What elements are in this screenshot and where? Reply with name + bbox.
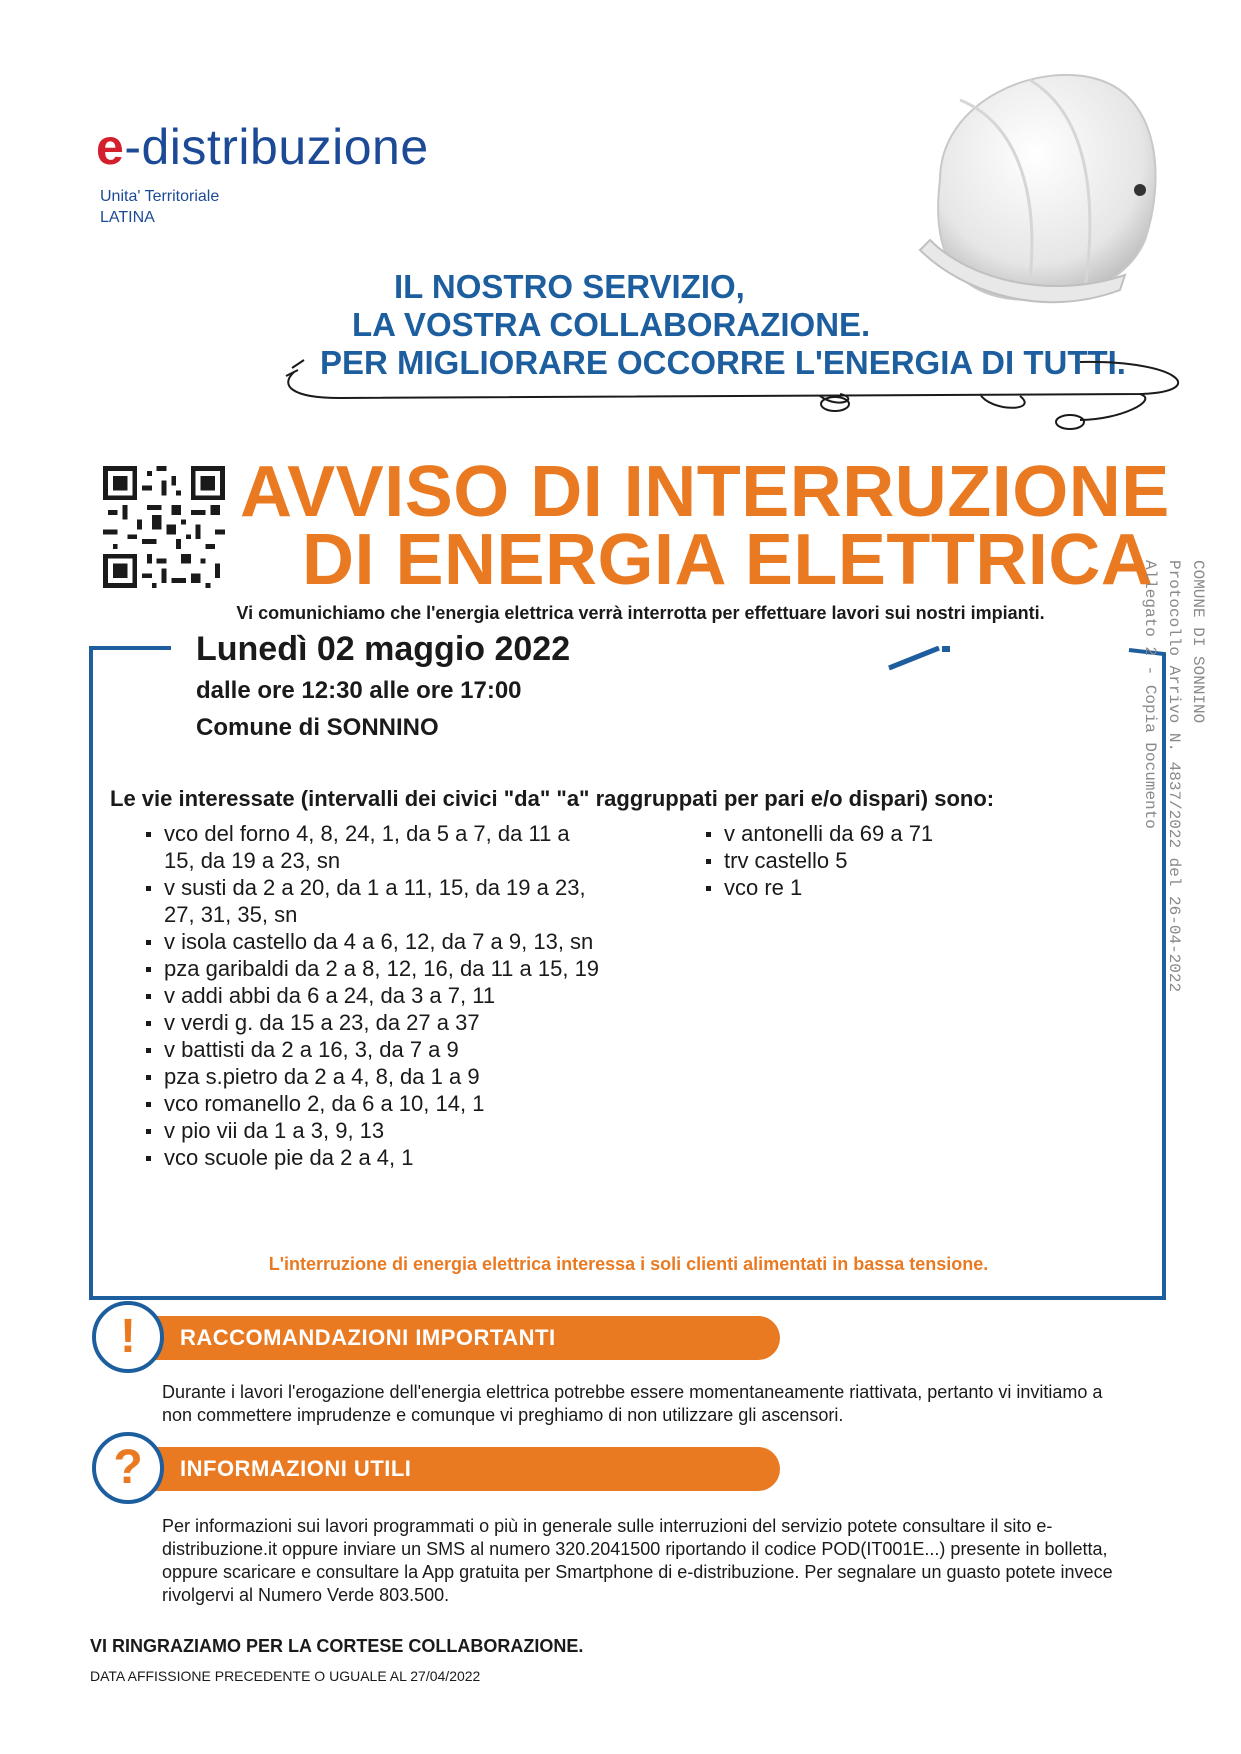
recommendations-heading: RACCOMANDAZIONI IMPORTANTI [132, 1316, 780, 1360]
unit-line-2: LATINA [100, 209, 155, 226]
thanks-text: VI RINGRAZIAMO PER LA CORTESE COLLABORAZIONE. [90, 1636, 584, 1656]
logo-e: e [96, 119, 125, 175]
slogan-line-3: PER MIGLIORARE OCCORRE L'ENERGIA DI TUTTI. [320, 344, 1126, 381]
info-text: Per informazioni sui lavori programmati o più in generale sulle interruzioni del servizio potete consultare il sito e-distribuzione.it oppure inviare un SMS al numero 320.2041500 riportando il codice POD(IT001E...) presente in bolletta, oppure scaricare e consultare la App gratuita per Smartphone di e-distribuzione. Per segnalare un guasto potete invece rivolgervi al Numero Verde 803.500. [162, 1516, 1113, 1605]
stamp-line-3: Allegato 2 - Copia Documento [1141, 560, 1159, 829]
stamp-line-1: COMUNE DI SONNINO [1189, 560, 1207, 724]
list-item: v isola castello da 4 a 6, 12, da 7 a 9, 13, sn [146, 928, 606, 955]
list-item: v pio vii da 1 a 3, 9, 13 [146, 1117, 606, 1144]
title-line-2: DI ENERGIA ELETTRICA [302, 520, 1154, 600]
notice-title [240, 452, 1220, 600]
list-item: v addi abbi da 6 a 24, da 3 a 7, 11 [146, 982, 606, 1009]
low-voltage-note: L'interruzione di energia elettrica interessa i soli clienti alimentati in bassa tensione. [268, 1254, 989, 1274]
e-distribuzione-logo [96, 118, 429, 176]
streets-list-right [706, 820, 1006, 901]
slogan-line-2: LA VOSTRA COLLABORAZIONE. [352, 306, 871, 343]
intro-text: Vi comunichiamo che l'energia elettrica verrà interrotta per effettuare lavori sui nostri impianti. [236, 603, 1045, 623]
protocol-stamp [1138, 560, 1210, 992]
stamp-line-2: Protocollo Arrivo N. 4837/2022 del 26-04-2022 [1165, 560, 1183, 993]
info-heading: INFORMAZIONI UTILI [132, 1447, 780, 1491]
list-item: v verdi g. da 15 a 23, da 27 a 37 [146, 1009, 606, 1036]
territorial-unit [100, 186, 219, 228]
interruption-hours: dalle ore 12:30 alle ore 17:00 [196, 677, 522, 704]
streets-title: Le vie interessate (intervalli dei civici "da" "a" raggruppati per pari e/o dispari) sono: [110, 786, 995, 811]
list-item: v susti da 2 a 20, da 1 a 11, 15, da 19 a 23, 27, 31, 35, sn [146, 874, 606, 928]
slogan-line-1: IL NOSTRO SERVIZIO, [394, 268, 745, 305]
list-item: vco romanello 2, da 6 a 10, 14, 1 [146, 1090, 606, 1117]
list-item: v battisti da 2 a 16, 3, da 7 a 9 [146, 1036, 606, 1063]
list-item: trv castello 5 [706, 847, 1006, 874]
list-item: pza s.pietro da 2 a 4, 8, da 1 a 9 [146, 1063, 606, 1090]
list-item: pza garibaldi da 2 a 8, 12, 16, da 11 a 15, 19 [146, 955, 606, 982]
question-icon: ? [92, 1432, 164, 1504]
exclamation-icon: ! [92, 1301, 164, 1373]
list-item: vco scuole pie da 2 a 4, 1 [146, 1144, 606, 1171]
unit-line-1: Unita' Territoriale [100, 188, 220, 205]
list-item: vco re 1 [706, 874, 1006, 901]
interruption-date: Lunedì 02 maggio 2022 [196, 630, 571, 668]
power-cable-icon [280, 350, 1190, 440]
interruption-town: Comune di SONNINO [196, 714, 439, 741]
streets-list-left [146, 820, 606, 1171]
recommendations-text: Durante i lavori l'erogazione dell'energia elettrica potrebbe essere momentaneamente riattivata, pertanto vi invitiamo a non commettere imprudenze e comunque vi preghiamo di non utilizzare gli ascensori. [162, 1382, 1103, 1425]
list-item: vco del forno 4, 8, 24, 1, da 5 a 7, da 11 a 15, da 19 a 23, sn [146, 820, 606, 874]
title-line-1: AVVISO DI INTERRUZIONE [240, 452, 1170, 532]
logo-text: -distribuzione [124, 119, 429, 175]
qr-code-icon [103, 466, 225, 588]
posting-date: DATA AFFISSIONE PRECEDENTE O UGUALE AL 27/04/2022 [90, 1668, 481, 1684]
list-item: v antonelli da 69 a 71 [706, 820, 1006, 847]
